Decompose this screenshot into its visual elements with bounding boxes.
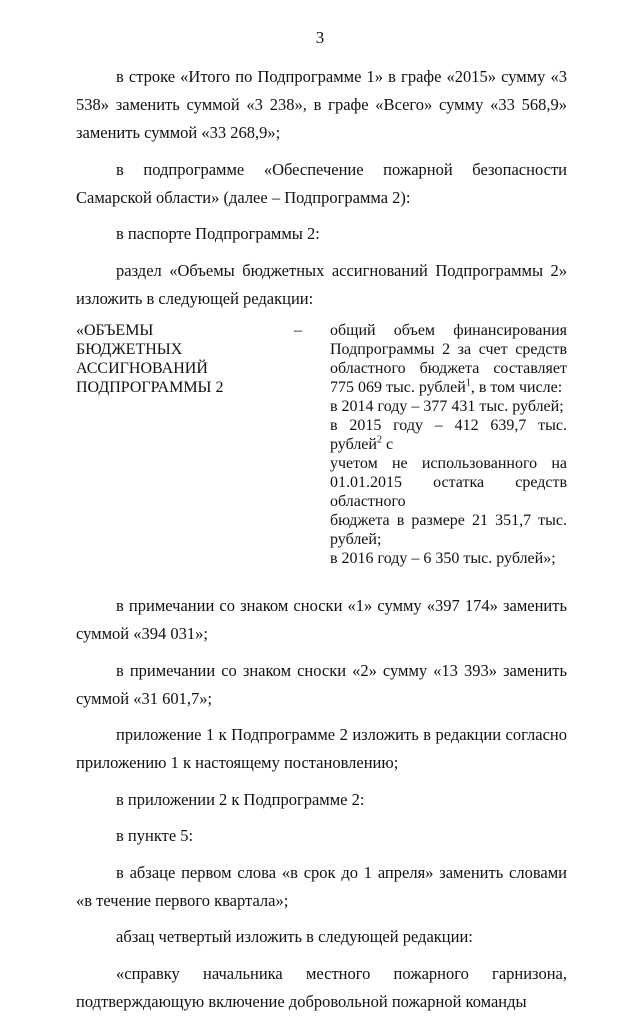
table-right-line: в 2014 году – 377 431 тыс. рублей; — [330, 398, 564, 415]
paragraph: в примечании со знаком сноски «1» сумму «397 174» заменить суммой «394 031»; — [76, 596, 567, 643]
table-right-line: учетом не использованного на — [330, 455, 567, 472]
paragraph: в паспорте Подпрограммы 2: — [116, 224, 320, 243]
paragraph: раздел «Объемы бюджетных ассигнований Подпрограммы 2» изложить в следующей редакции: — [76, 260, 567, 308]
paragraph: в строке «Итого по Подпрограмме 1» в графе «2015» сумму «3 538» заменить суммой «3 238», в графе «Всего» сумму «33 568,9» заменить суммой «33 268,9»; — [76, 67, 567, 142]
table-left-column — [76, 321, 290, 568]
paragraph: в абзаце первом слова «в срок до 1 апреля» заменить словами «в течение первого квартала»; — [76, 862, 567, 910]
table-right-line: рублей; — [330, 531, 382, 548]
table-dash: – — [294, 322, 302, 339]
paragraph: в приложении 2 к Подпрограмме 2: — [116, 789, 365, 809]
table-right-text: 775 069 тыс. рублей — [330, 379, 466, 396]
table-right-line: в 2016 году – 6 350 тыс. рублей»; — [330, 550, 556, 567]
table-left-line: АССИГНОВАНИЙ — [76, 360, 208, 377]
table-right-line: 01.01.2015 остатка средств областного — [330, 474, 567, 510]
paragraph: в пункте 5: — [116, 826, 194, 845]
table-left-line: «ОБЪЕМЫ — [76, 322, 154, 339]
table-left-line: ПОДПРОГРАММЫ 2 — [76, 379, 224, 396]
table-right-line — [330, 416, 567, 454]
paragraph: абзац четвертый изложить в следующей редакции: — [116, 927, 473, 946]
paragraph: «справку начальника местного пожарного гарнизона, подтверждающую включение добровольной пожарной команды — [76, 963, 567, 1011]
table-right-line: Подпрограммы 2 за счет средств — [330, 341, 567, 358]
table-left-line: БЮДЖЕТНЫХ — [76, 341, 183, 358]
paragraph: в подпрограмме «Обеспечение пожарной безопасности Самарской области» (далее – Подпрограмма 2): — [76, 159, 567, 207]
footnote-mark: 2 — [376, 434, 382, 446]
document-body — [76, 63, 567, 1024]
table-right-line: бюджета в размере 21 351,7 тыс. — [330, 512, 567, 529]
table-right-text: , в том числе: — [470, 379, 563, 396]
table-right-line: областного бюджета составляет — [330, 360, 567, 377]
table-right-line: общий объем финансирования — [330, 322, 567, 339]
budget-table — [76, 321, 567, 568]
paragraph: приложение 1 к Подпрограмме 2 изложить в редакции согласно приложению 1 к настоящему постановлению; — [76, 725, 567, 772]
paragraph: в примечании со знаком сноски «2» сумму «13 393» заменить суммой «31 601,7»; — [76, 660, 567, 708]
page-number: 3 — [315, 28, 325, 47]
footnote-mark: 1 — [465, 377, 471, 389]
table-right-column — [330, 321, 567, 568]
table-right-text: с — [381, 436, 394, 453]
table-right-line — [330, 378, 567, 397]
table-right-text: в 2015 году – 412 639,7 тыс. рублей — [330, 417, 567, 453]
